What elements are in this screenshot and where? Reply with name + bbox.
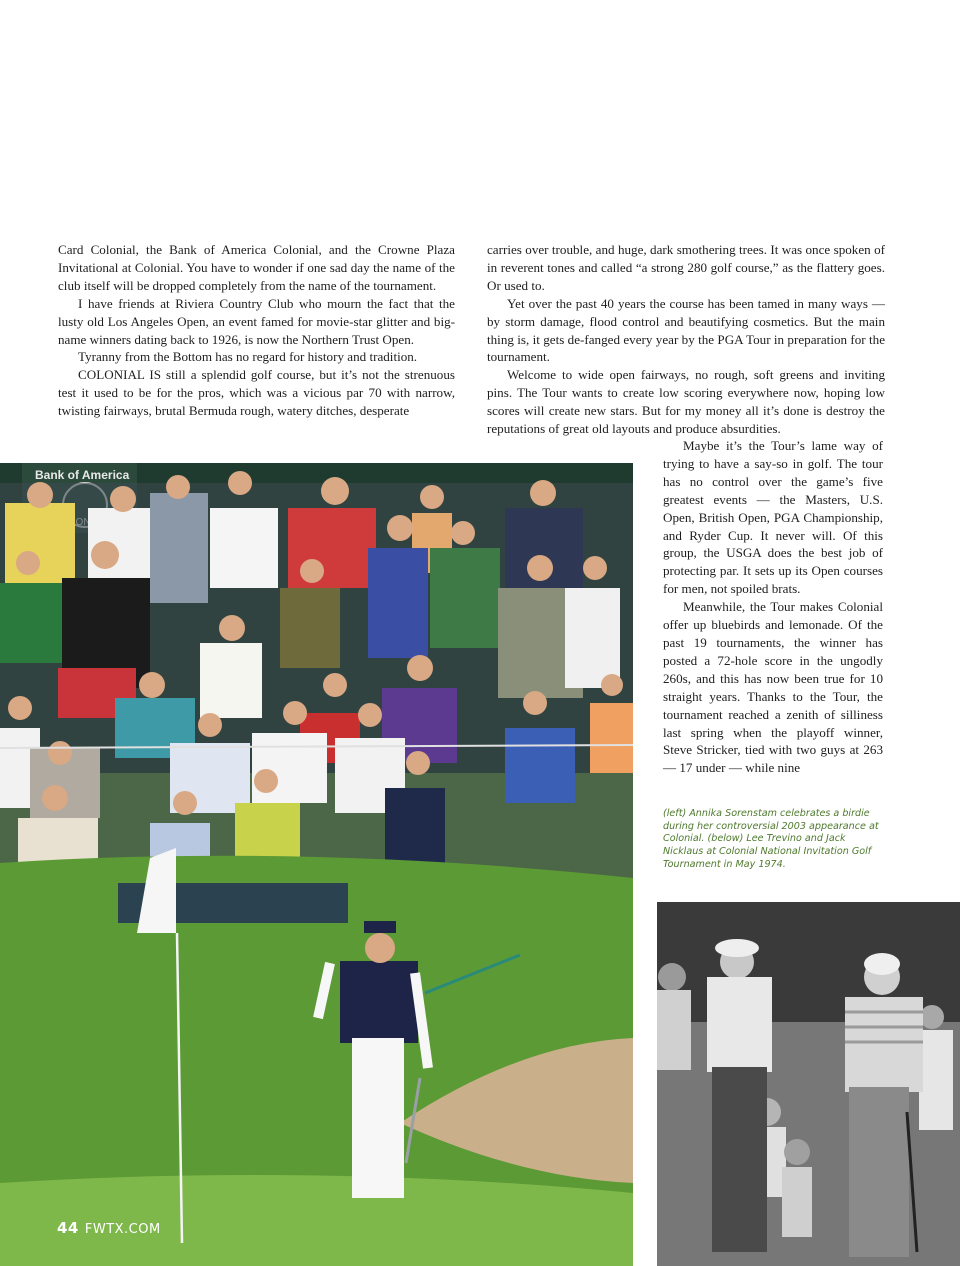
sponsor-sign-text: Bank of America bbox=[35, 468, 130, 482]
paragraph: Welcome to wide open fairways, no rough, soft greens and inviting pins. The Tour wants to create low scoring everywhere now, hoping low scores will create new stars. But for my money all it’s done is destroy the reputations of great old layouts and produce absurdities. bbox=[487, 367, 885, 437]
paragraph: I have friends at Riviera Country Club who mourn the fact that the lusty old Los Angeles Open, an event famed for movie-star glitter and big-name winners dating back to 1926, is now the Northern Trust Open. bbox=[58, 295, 455, 347]
paragraph: Card Colonial, the Bank of America Colonial, and the Crowne Plaza Invitational at Colonial. You have to wonder if one sad day the name of the club itself will be dropped completely from the name of the tournament. bbox=[58, 242, 455, 293]
article-column-narrow bbox=[663, 437, 883, 777]
article-column-left bbox=[58, 241, 455, 420]
paragraph: COLONIAL IS still a splendid golf course, but it’s not the strenuous test it used to be for the pros, which was a vicious par 70 with narrow, twisting fairways, brutal Bermuda rough, watery ditches, desperate bbox=[58, 367, 455, 419]
site-name: FWTX.COM bbox=[84, 1222, 161, 1237]
photo-sorenstam-celebration bbox=[0, 463, 633, 1266]
article-column-right bbox=[487, 241, 885, 438]
photo-caption: (left) Annika Sorenstam celebrates a birdie during her controversial 2003 appearance at Colonial. (below) Lee Trevino and Jack Nicklaus at Colonial National Invitation Golf Tournament in May 1974. bbox=[663, 808, 879, 870]
page-footer bbox=[57, 1219, 161, 1237]
page-number: 44 bbox=[57, 1219, 79, 1237]
paragraph: Yet over the past 40 years the course has been tamed in many ways — by storm damage, flood control and beautifying cosmetics. But the main thing is, it gets de-fanged every year by the PGA Tour in preparation for the tournament. bbox=[487, 295, 885, 365]
paragraph: Tyranny from the Bottom has no regard for history and tradition. bbox=[78, 349, 418, 365]
paragraph: carries over trouble, and huge, dark smothering trees. It was once spoken of in reverent tones and called “a strong 280 golf course,” as the flattery goes. Or used to. bbox=[487, 242, 885, 293]
photo-illustration bbox=[0, 463, 633, 1266]
paragraph: Meanwhile, the Tour makes Colonial offer up bluebirds and lemonade. Of the past 19 tournaments, the winner has posted a 72-hole score in the ungodly 260s, and this has now been true for 10 straight years. Thanks to the Tour, the tournament reached a zenith of silliness last spring when the playoff winner, Steve Stricker, tied with two guys at 263 — 17 under — while nine bbox=[663, 599, 883, 776]
photo-illustration bbox=[657, 902, 960, 1266]
paragraph: Maybe it’s the Tour’s lame way of trying to have a say-so in golf. The tour has no control over the game’s five greatest events — the Masters, U.S. Open, British Open, PGA Championship, and Ryder Cup. It never will. Of this group, the USGA does the best job of protecting par. It sets up its Open courses for men, not spoiled brats. bbox=[663, 438, 883, 597]
photo-trevino-nicklaus bbox=[657, 902, 960, 1266]
